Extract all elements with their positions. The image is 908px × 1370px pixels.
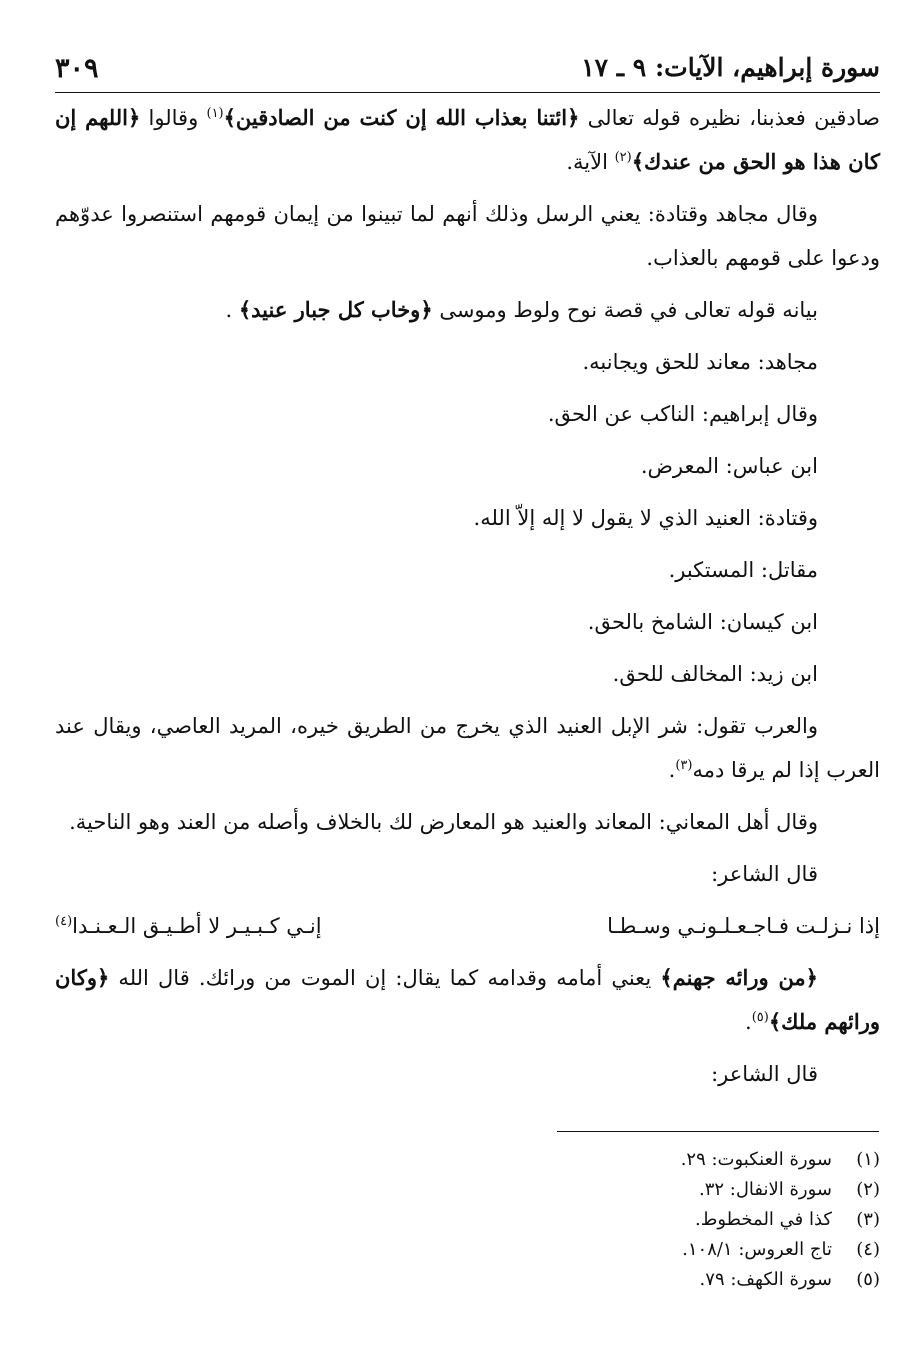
text-run: . [668,758,676,782]
footnote-text: سورة الانفال: ٣٢. [698,1179,832,1200]
paragraph: ابن زيد: المخالف للحق. [612,662,818,686]
footnote-item [460,1205,880,1235]
footnote-ref: (٢) [614,150,632,165]
footnote-text: تاج العروس: ١٠٨/١. [682,1239,832,1260]
footnote-number: (٥) [856,1269,880,1290]
paragraph [55,956,880,1044]
footnote-number: (٢) [856,1179,880,1200]
paragraph: وقتادة: العنيد الذي لا يقول لا إله إلاّ الله. [473,506,818,530]
paragraph [55,704,880,792]
footnote-number: (١) [856,1149,880,1170]
footnote-divider [557,1131,879,1132]
text-run: الآية. [566,150,615,174]
footnote-item [460,1145,880,1175]
footnote-text: كذا في المخطوط. [694,1209,832,1230]
text-run: . [225,298,239,322]
running-title: سورة إبراهيم، الآيات: ٩ ـ ١٧ [581,53,880,82]
page-header [55,40,880,93]
paragraph: قال الشاعر: [711,862,818,886]
quran-quote: ﴿اللهم إن كان هذا هو الحق من عندك﴾ [55,105,880,174]
paragraph: وقال إبراهيم: الناكب عن الحق. [547,402,818,426]
poetry-verse [55,904,880,948]
footnote-text: سورة العنكبوت: ٢٩. [680,1149,832,1170]
footnote-ref: (٥) [751,1010,769,1025]
paragraph: مقاتل: المستكبر. [668,558,818,582]
quran-quote: ﴿وخاب كل جبار عنيد﴾ [238,297,433,322]
footnotes [460,1145,880,1295]
paragraph [55,96,880,184]
text-run: . [745,1010,752,1034]
text-run: يعني أمامه وقدامه كما يقال: إن الموت من ورائك. قال الله [109,966,661,990]
quran-quote: ﴿وكان ورائهم ملك﴾ [55,965,880,1034]
footnote-item [460,1235,880,1265]
paragraph [55,288,880,332]
quran-quote: ﴿ائتنا بعذاب الله إن كنت من الصادقين﴾ [223,105,580,130]
footnote-item [460,1175,880,1205]
text-run: صادقين فعذبنا، نظيره قوله تعالى [579,106,881,130]
page-number: ٣٠٩ [55,53,99,84]
quran-quote: ﴿من ورائه جهنم﴾ [660,965,818,990]
verse-first-hemistich: إذا نـزلـت فـاجـعـلـونـي وسـطـا [607,914,880,938]
paragraph: ابن عباس: المعرض. [640,454,818,478]
text-run: وقالوا [140,106,207,130]
footnote-ref: (٣) [675,758,693,773]
footnote-number: (٣) [856,1209,880,1230]
main-text [55,96,880,1104]
verse-second-hemistich: إنـي كـبـيـر لا أطـيـق الـعـنـدا [72,914,322,938]
paragraph: مجاهد: معاند للحق ويجانبه. [582,350,818,374]
paragraph: وقال مجاهد وقتادة: يعني الرسل وذلك أنهم لما تبينوا من إيمان قومهم استنصروا عدوّهم ودعوا على قومهم بالعذاب. [55,202,880,270]
footnote-item [460,1265,880,1295]
paragraph: ابن كيسان: الشامخ بالحق. [587,610,818,634]
paragraph: وقال أهل المعاني: المعاند والعنيد هو المعارض لك بالخلاف وأصله من العند وهو الناحية. [69,810,818,834]
footnote-text: سورة الكهف: ٧٩. [699,1269,832,1290]
text-run: والعرب تقول: شر الإبل العنيد الذي يخرج من الطريق خيره، المريد العاصي، ويقال عند العرب إذا لم يرقا دمه [55,714,880,782]
footnote-ref: (٤) [55,914,73,929]
paragraph: قال الشاعر: [711,1062,818,1086]
footnote-number: (٤) [856,1239,880,1260]
footnote-ref: (١) [206,106,224,121]
text-run: بيانه قوله تعالى في قصة نوح ولوط وموسى [432,298,818,322]
